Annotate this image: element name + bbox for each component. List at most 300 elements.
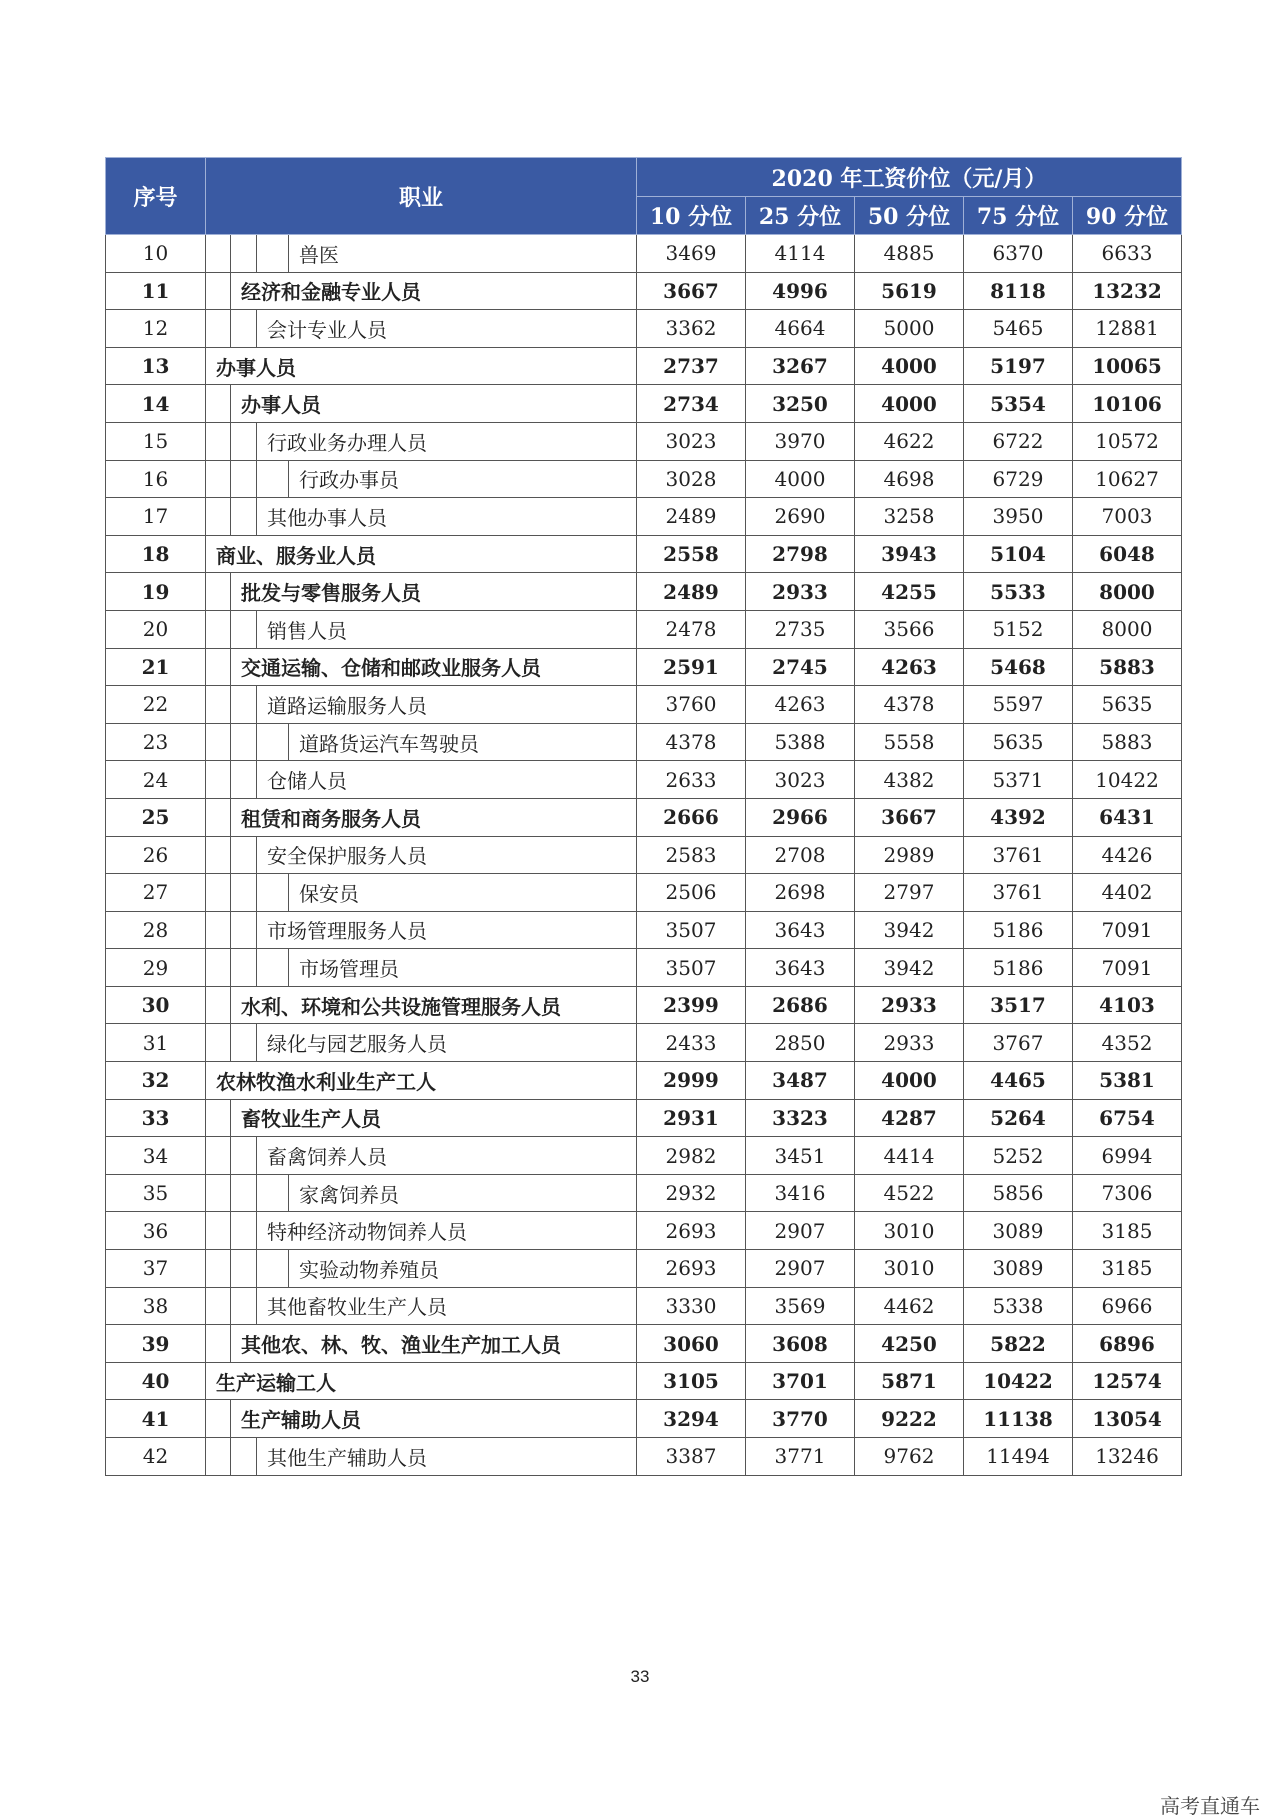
- cell-seq: 42: [106, 1438, 206, 1476]
- occupation-name: 其他生产辅助人员: [267, 1445, 427, 1470]
- cell-wage-p10: 3330: [637, 1287, 746, 1325]
- occupation-name: 仓储人员: [267, 769, 347, 794]
- cell-occupation: [206, 235, 637, 273]
- cell-seq: 12: [106, 310, 206, 348]
- cell-wage-p25: 3970: [746, 422, 855, 460]
- cell-wage-p90: 13054: [1073, 1400, 1182, 1438]
- cell-seq: 31: [106, 1024, 206, 1062]
- cell-wage-p75: 5354: [964, 385, 1073, 423]
- cell-occupation: [206, 986, 637, 1024]
- cell-wage-p75: 4392: [964, 798, 1073, 836]
- cell-wage-p75: 5597: [964, 686, 1073, 724]
- tree-indent: [231, 686, 257, 723]
- cell-wage-p75: 3761: [964, 836, 1073, 874]
- cell-occupation: [206, 422, 637, 460]
- tree-indent: [257, 235, 289, 272]
- cell-wage-p75: 5252: [964, 1137, 1073, 1175]
- cell-seq: 38: [106, 1287, 206, 1325]
- cell-wage-p90: 6633: [1073, 235, 1182, 273]
- occupation-name: 道路运输服务人员: [267, 693, 427, 718]
- tree-indent: [231, 611, 257, 648]
- cell-wage-p75: 4465: [964, 1062, 1073, 1100]
- cell-wage-p25: 3569: [746, 1287, 855, 1325]
- cell-occupation: [206, 949, 637, 987]
- tree-indent: [206, 235, 231, 272]
- tree-indent: [206, 686, 231, 723]
- cell-seq: 34: [106, 1137, 206, 1175]
- tree-indent: [206, 1250, 231, 1287]
- occupation-tree: [206, 385, 636, 422]
- occupation-tree: [206, 1062, 636, 1099]
- cell-wage-p90: 7306: [1073, 1174, 1182, 1212]
- cell-wage-p10: 3667: [637, 272, 746, 310]
- cell-wage-p50: 4250: [855, 1325, 964, 1363]
- tree-indent: [206, 799, 231, 836]
- table-row: [106, 1137, 1182, 1175]
- cell-wage-p50: 4000: [855, 347, 964, 385]
- occupation-tree: [206, 724, 636, 761]
- occupation-name: 农林牧渔水利业生产工人: [216, 1069, 436, 1094]
- cell-wage-p90: 8000: [1073, 573, 1182, 611]
- cell-seq: 23: [106, 723, 206, 761]
- occupation-name: 畜禽饲养人员: [267, 1145, 387, 1170]
- cell-wage-p50: 4000: [855, 1062, 964, 1100]
- cell-wage-p50: 3010: [855, 1212, 964, 1250]
- tree-indent: [206, 1175, 231, 1212]
- table-row: [106, 686, 1182, 724]
- table-row: [106, 460, 1182, 498]
- tree-indent: [206, 498, 231, 535]
- tree-indent: [206, 1325, 231, 1362]
- cell-occupation: [206, 498, 637, 536]
- tree-indent: [206, 874, 231, 911]
- occupation-tree: [206, 874, 636, 911]
- cell-wage-p25: 3416: [746, 1174, 855, 1212]
- cell-wage-p75: 3089: [964, 1212, 1073, 1250]
- table-row: [106, 573, 1182, 611]
- cell-wage-p25: 4000: [746, 460, 855, 498]
- cell-wage-p10: 3294: [637, 1400, 746, 1438]
- cell-wage-p25: 2698: [746, 874, 855, 912]
- cell-wage-p50: 3942: [855, 949, 964, 987]
- occupation-name: 办事人员: [216, 355, 296, 380]
- cell-occupation: [206, 1400, 637, 1438]
- cell-wage-p90: 8000: [1073, 610, 1182, 648]
- table-row: [106, 911, 1182, 949]
- occupation-tree: [206, 1250, 636, 1287]
- cell-occupation: [206, 347, 637, 385]
- cell-wage-p10: 2591: [637, 648, 746, 686]
- tree-indent: [206, 385, 231, 422]
- cell-wage-p50: 4378: [855, 686, 964, 724]
- cell-wage-p25: 3487: [746, 1062, 855, 1100]
- cell-occupation: [206, 1099, 637, 1137]
- cell-wage-p25: 5388: [746, 723, 855, 761]
- cell-wage-p10: 4378: [637, 723, 746, 761]
- cell-seq: 25: [106, 798, 206, 836]
- occupation-tree: [206, 461, 636, 498]
- cell-wage-p50: 4622: [855, 422, 964, 460]
- cell-wage-p10: 2489: [637, 498, 746, 536]
- cell-wage-p75: 3761: [964, 874, 1073, 912]
- tree-indent: [257, 949, 289, 986]
- cell-wage-p25: 2850: [746, 1024, 855, 1062]
- cell-wage-p10: 2999: [637, 1062, 746, 1100]
- table-row: [106, 272, 1182, 310]
- header-p75: 75 分位: [964, 197, 1073, 235]
- cell-seq: 41: [106, 1400, 206, 1438]
- cell-wage-p90: 12881: [1073, 310, 1182, 348]
- table-row: [106, 1438, 1182, 1476]
- cell-wage-p90: 5635: [1073, 686, 1182, 724]
- tree-indent: [231, 874, 257, 911]
- cell-wage-p50: 3943: [855, 535, 964, 573]
- cell-occupation: [206, 723, 637, 761]
- cell-wage-p50: 5000: [855, 310, 964, 348]
- occupation-tree: [206, 761, 636, 798]
- occupation-tree: [206, 1024, 636, 1061]
- table-row: [106, 648, 1182, 686]
- cell-wage-p25: 2907: [746, 1212, 855, 1250]
- tree-indent: [231, 498, 257, 535]
- cell-wage-p25: 3323: [746, 1099, 855, 1137]
- cell-wage-p90: 10422: [1073, 761, 1182, 799]
- table-body: [106, 235, 1182, 1476]
- cell-wage-p90: 6994: [1073, 1137, 1182, 1175]
- cell-wage-p25: 3770: [746, 1400, 855, 1438]
- cell-occupation: [206, 1362, 637, 1400]
- table-row: [106, 1062, 1182, 1100]
- table-row: [106, 1212, 1182, 1250]
- occupation-tree: [206, 1438, 636, 1475]
- cell-wage-p75: 5264: [964, 1099, 1073, 1137]
- cell-wage-p10: 2633: [637, 761, 746, 799]
- occupation-name: 会计专业人员: [267, 317, 387, 342]
- cell-wage-p10: 3469: [637, 235, 746, 273]
- cell-wage-p10: 2693: [637, 1250, 746, 1288]
- table-row: [106, 1174, 1182, 1212]
- cell-wage-p90: 4103: [1073, 986, 1182, 1024]
- tree-indent: [206, 724, 231, 761]
- cell-wage-p25: 4996: [746, 272, 855, 310]
- tree-indent: [231, 1175, 257, 1212]
- tree-indent: [206, 1212, 231, 1249]
- cell-wage-p50: 4000: [855, 385, 964, 423]
- cell-wage-p90: 3185: [1073, 1250, 1182, 1288]
- cell-wage-p90: 10572: [1073, 422, 1182, 460]
- cell-occupation: [206, 1212, 637, 1250]
- cell-wage-p25: 3608: [746, 1325, 855, 1363]
- cell-wage-p10: 2693: [637, 1212, 746, 1250]
- cell-seq: 33: [106, 1099, 206, 1137]
- cell-wage-p50: 2933: [855, 986, 964, 1024]
- table-row: [106, 1250, 1182, 1288]
- cell-wage-p90: 5883: [1073, 648, 1182, 686]
- occupation-tree: [206, 273, 636, 310]
- cell-wage-p10: 3105: [637, 1362, 746, 1400]
- table-row: [106, 1024, 1182, 1062]
- tree-indent: [206, 1024, 231, 1061]
- cell-occupation: [206, 460, 637, 498]
- cell-seq: 36: [106, 1212, 206, 1250]
- occupation-name: 家禽饲养员: [299, 1182, 399, 1207]
- cell-wage-p90: 6048: [1073, 535, 1182, 573]
- cell-seq: 24: [106, 761, 206, 799]
- cell-wage-p25: 3643: [746, 911, 855, 949]
- cell-wage-p75: 8118: [964, 272, 1073, 310]
- occupation-name: 生产运输工人: [216, 1370, 336, 1395]
- cell-wage-p75: 3950: [964, 498, 1073, 536]
- cell-occupation: [206, 310, 637, 348]
- page-number: 33: [630, 1667, 650, 1686]
- cell-seq: 15: [106, 422, 206, 460]
- cell-wage-p75: 5856: [964, 1174, 1073, 1212]
- cell-wage-p75: 3767: [964, 1024, 1073, 1062]
- table-row: [106, 798, 1182, 836]
- table-row: [106, 761, 1182, 799]
- cell-wage-p10: 3028: [637, 460, 746, 498]
- table-row: [106, 986, 1182, 1024]
- cell-wage-p75: 5338: [964, 1287, 1073, 1325]
- cell-seq: 32: [106, 1062, 206, 1100]
- occupation-name: 商业、服务业人员: [216, 543, 376, 568]
- cell-wage-p10: 3387: [637, 1438, 746, 1476]
- tree-indent: [231, 949, 257, 986]
- cell-wage-p10: 2982: [637, 1137, 746, 1175]
- cell-wage-p90: 7091: [1073, 911, 1182, 949]
- cell-wage-p25: 2933: [746, 573, 855, 611]
- cell-wage-p25: 3451: [746, 1137, 855, 1175]
- tree-indent: [206, 649, 231, 686]
- cell-wage-p50: 3942: [855, 911, 964, 949]
- cell-occupation: [206, 1287, 637, 1325]
- cell-wage-p50: 5619: [855, 272, 964, 310]
- occupation-tree: [206, 1100, 636, 1137]
- occupation-name: 交通运输、仓储和邮政业服务人员: [241, 656, 541, 681]
- occupation-name: 保安员: [299, 881, 359, 906]
- occupation-tree: [206, 310, 636, 347]
- table-row: [106, 498, 1182, 536]
- cell-wage-p10: 2433: [637, 1024, 746, 1062]
- tree-indent: [257, 461, 289, 498]
- cell-wage-p10: 3507: [637, 949, 746, 987]
- occupation-name: 经济和金融专业人员: [241, 280, 421, 305]
- cell-seq: 17: [106, 498, 206, 536]
- cell-wage-p75: 5197: [964, 347, 1073, 385]
- tree-indent: [206, 423, 231, 460]
- cell-occupation: [206, 1325, 637, 1363]
- table-row: [106, 310, 1182, 348]
- cell-occupation: [206, 385, 637, 423]
- tree-indent: [231, 1024, 257, 1061]
- cell-wage-p90: 10627: [1073, 460, 1182, 498]
- table-row: [106, 1099, 1182, 1137]
- cell-wage-p50: 5871: [855, 1362, 964, 1400]
- occupation-name: 水利、环境和公共设施管理服务人员: [241, 994, 561, 1019]
- table-row: [106, 1362, 1182, 1400]
- cell-occupation: [206, 1438, 637, 1476]
- occupation-name: 其他农、林、牧、渔业生产加工人员: [241, 1333, 561, 1358]
- cell-wage-p75: 5371: [964, 761, 1073, 799]
- cell-wage-p90: 5883: [1073, 723, 1182, 761]
- cell-wage-p50: 3010: [855, 1250, 964, 1288]
- cell-wage-p50: 4263: [855, 648, 964, 686]
- cell-wage-p10: 2478: [637, 610, 746, 648]
- tree-indent: [231, 235, 257, 272]
- cell-seq: 14: [106, 385, 206, 423]
- cell-wage-p90: 6896: [1073, 1325, 1182, 1363]
- tree-indent: [231, 724, 257, 761]
- cell-seq: 19: [106, 573, 206, 611]
- cell-wage-p25: 3023: [746, 761, 855, 799]
- cell-wage-p10: 2583: [637, 836, 746, 874]
- cell-wage-p50: 4885: [855, 235, 964, 273]
- header-p25: 25 分位: [746, 197, 855, 235]
- occupation-tree: [206, 1137, 636, 1174]
- occupation-tree: [206, 949, 636, 986]
- cell-occupation: [206, 573, 637, 611]
- cell-wage-p75: 5465: [964, 310, 1073, 348]
- cell-wage-p90: 4352: [1073, 1024, 1182, 1062]
- cell-wage-p50: 3566: [855, 610, 964, 648]
- cell-occupation: [206, 911, 637, 949]
- cell-wage-p50: 4522: [855, 1174, 964, 1212]
- cell-wage-p75: 5104: [964, 535, 1073, 573]
- cell-wage-p25: 3701: [746, 1362, 855, 1400]
- occupation-name: 生产辅助人员: [241, 1408, 361, 1433]
- header-p50: 50 分位: [855, 197, 964, 235]
- cell-wage-p50: 4414: [855, 1137, 964, 1175]
- cell-wage-p10: 2489: [637, 573, 746, 611]
- tree-indent: [231, 837, 257, 874]
- occupation-tree: [206, 1325, 636, 1362]
- cell-wage-p90: 13246: [1073, 1438, 1182, 1476]
- cell-wage-p75: 11494: [964, 1438, 1073, 1476]
- tree-indent: [206, 310, 231, 347]
- occupation-tree: [206, 573, 636, 610]
- occupation-name: 兽医: [299, 242, 339, 267]
- cell-wage-p90: 12574: [1073, 1362, 1182, 1400]
- occupation-tree: [206, 611, 636, 648]
- cell-seq: 35: [106, 1174, 206, 1212]
- cell-seq: 30: [106, 986, 206, 1024]
- cell-wage-p90: 4426: [1073, 836, 1182, 874]
- cell-seq: 13: [106, 347, 206, 385]
- tree-indent: [257, 1175, 289, 1212]
- cell-wage-p25: 4114: [746, 235, 855, 273]
- cell-seq: 26: [106, 836, 206, 874]
- cell-wage-p50: 3258: [855, 498, 964, 536]
- tree-indent: [206, 1100, 231, 1137]
- cell-wage-p50: 5558: [855, 723, 964, 761]
- cell-wage-p90: 13232: [1073, 272, 1182, 310]
- cell-wage-p50: 4287: [855, 1099, 964, 1137]
- cell-seq: 37: [106, 1250, 206, 1288]
- cell-seq: 10: [106, 235, 206, 273]
- cell-wage-p75: 5468: [964, 648, 1073, 686]
- tree-indent: [257, 874, 289, 911]
- cell-wage-p50: 4698: [855, 460, 964, 498]
- cell-wage-p50: 2989: [855, 836, 964, 874]
- cell-wage-p10: 3060: [637, 1325, 746, 1363]
- cell-wage-p50: 4255: [855, 573, 964, 611]
- cell-wage-p10: 3023: [637, 422, 746, 460]
- table-row: [106, 385, 1182, 423]
- cell-wage-p90: 6754: [1073, 1099, 1182, 1137]
- table-row: [106, 874, 1182, 912]
- table-row: [106, 610, 1182, 648]
- cell-wage-p25: 3250: [746, 385, 855, 423]
- cell-wage-p75: 6370: [964, 235, 1073, 273]
- cell-wage-p25: 3771: [746, 1438, 855, 1476]
- cell-seq: 18: [106, 535, 206, 573]
- occupation-name: 市场管理服务人员: [267, 919, 427, 944]
- cell-occupation: [206, 1250, 637, 1288]
- tree-indent: [206, 1288, 231, 1325]
- occupation-name: 行政办事员: [299, 468, 399, 493]
- cell-wage-p75: 5186: [964, 911, 1073, 949]
- header-p90: 90 分位: [1073, 197, 1182, 235]
- tree-indent: [231, 761, 257, 798]
- tree-indent: [257, 1250, 289, 1287]
- tree-indent: [231, 310, 257, 347]
- cell-wage-p50: 9762: [855, 1438, 964, 1476]
- cell-wage-p10: 3760: [637, 686, 746, 724]
- cell-wage-p75: 5635: [964, 723, 1073, 761]
- cell-wage-p90: 3185: [1073, 1212, 1182, 1250]
- occupation-name: 畜牧业生产人员: [241, 1107, 381, 1132]
- cell-seq: 40: [106, 1362, 206, 1400]
- table-row: [106, 422, 1182, 460]
- cell-occupation: [206, 1024, 637, 1062]
- cell-occupation: [206, 1137, 637, 1175]
- occupation-name: 市场管理员: [299, 957, 399, 982]
- cell-wage-p75: 5822: [964, 1325, 1073, 1363]
- tree-indent: [231, 1288, 257, 1325]
- cell-wage-p25: 4263: [746, 686, 855, 724]
- cell-wage-p75: 6729: [964, 460, 1073, 498]
- cell-wage-p25: 2686: [746, 986, 855, 1024]
- occupation-tree: [206, 799, 636, 836]
- cell-wage-p50: 9222: [855, 1400, 964, 1438]
- header-seq: 序号: [106, 158, 206, 235]
- tree-indent: [231, 912, 257, 949]
- table-row: [106, 535, 1182, 573]
- occupation-name: 租赁和商务服务人员: [241, 806, 421, 831]
- occupation-name: 其他办事人员: [267, 505, 387, 530]
- tree-indent: [231, 1250, 257, 1287]
- cell-occupation: [206, 798, 637, 836]
- cell-wage-p50: 4462: [855, 1287, 964, 1325]
- cell-wage-p10: 2737: [637, 347, 746, 385]
- occupation-name: 其他畜牧业生产人员: [267, 1295, 447, 1320]
- occupation-tree: [206, 686, 636, 723]
- cell-wage-p75: 6722: [964, 422, 1073, 460]
- cell-wage-p75: 5186: [964, 949, 1073, 987]
- cell-occupation: [206, 836, 637, 874]
- tree-indent: [257, 724, 289, 761]
- tree-indent: [206, 461, 231, 498]
- occupation-tree: [206, 1175, 636, 1212]
- cell-occupation: [206, 761, 637, 799]
- cell-wage-p90: 6966: [1073, 1287, 1182, 1325]
- occupation-tree: [206, 987, 636, 1024]
- cell-wage-p25: 2966: [746, 798, 855, 836]
- cell-wage-p90: 10106: [1073, 385, 1182, 423]
- cell-wage-p25: 2745: [746, 648, 855, 686]
- wage-table: [105, 157, 1182, 1476]
- occupation-tree: [206, 912, 636, 949]
